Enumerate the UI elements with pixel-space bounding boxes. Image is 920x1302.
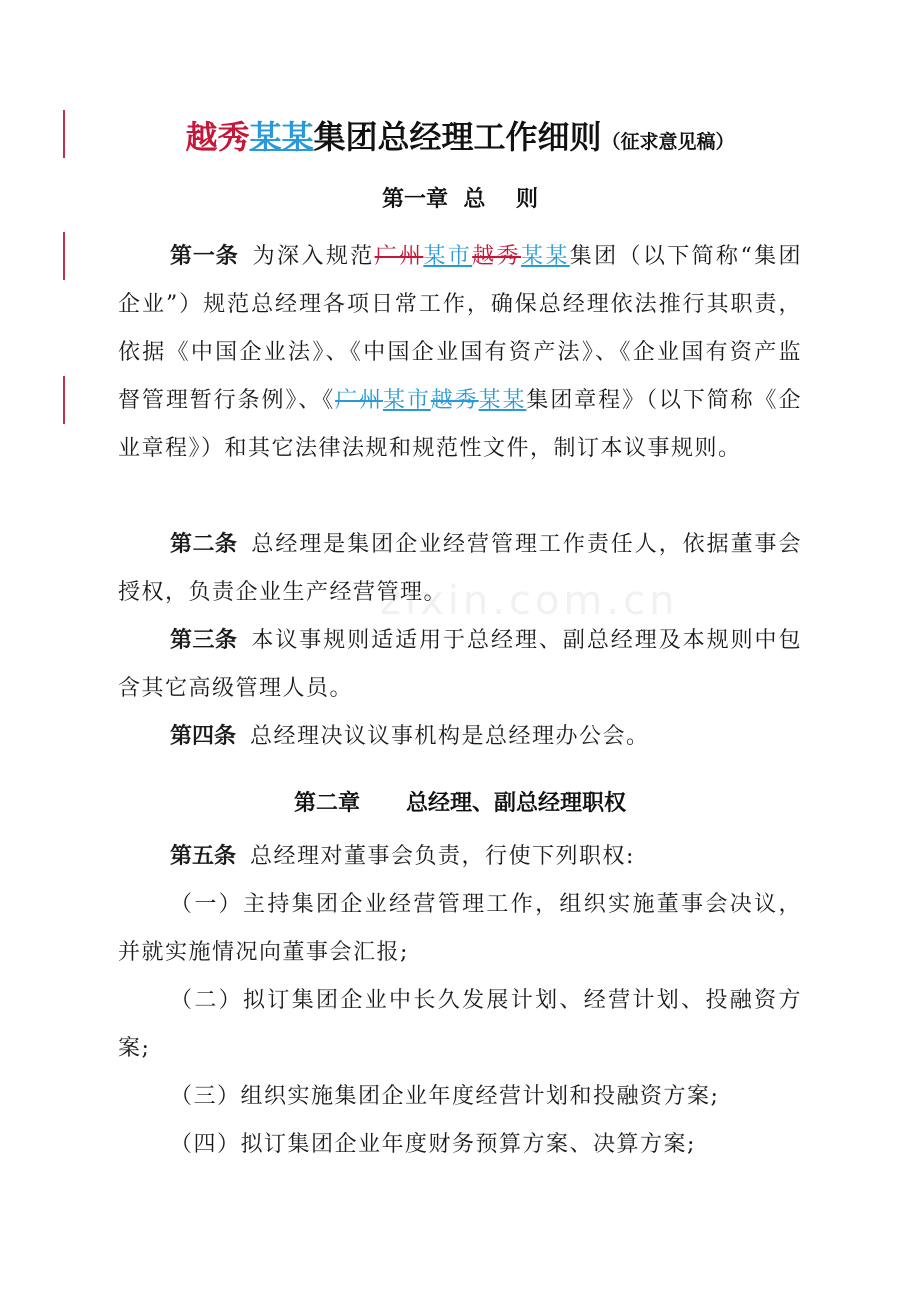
article-label: 第五条 (170, 844, 237, 869)
article-text: 为深入规范 (252, 244, 375, 269)
inserted-text: 某市 (382, 388, 431, 413)
title-main: 集团总经理工作细则 (313, 118, 602, 156)
inserted-text: 某市 (423, 244, 473, 269)
article-text: 本议事规则适适用于总经理、副总经理及本规则中包含其它高级管理人员。 (118, 628, 802, 701)
article-paragraph (118, 233, 802, 473)
article-paragraph (118, 833, 802, 881)
title-blue-part: 某某 (249, 118, 314, 156)
article-text: 总经理决议议事机构是总经理办公会。 (250, 724, 650, 749)
article-text: 集团（以下简称“集团企业”）规范总经理各项日常工作，确保总经理依法推行其职责，依据《中国企业法》、《中国企业国有资产法》、《企业国有资产监督管理暂行条例》、《 (118, 244, 802, 413)
title-red-part: 越秀 (185, 118, 250, 156)
watermark: zixin.com.cn (380, 578, 679, 624)
article-text: 总经理是集团企业经营管理工作责任人，依据董事会授权，负责企业生产经营管理。 (118, 532, 802, 605)
list-item: （三）组织实施集团企业年度经营计划和投融资方案; (170, 1084, 720, 1109)
deleted-text: 广州 (335, 388, 383, 413)
title-suffix: （征求意见稿） (601, 131, 735, 153)
revision-change-bar (63, 232, 65, 280)
list-item: （二）拟订集团企业中长久发展计划、经营计划、投融资方案; (118, 988, 802, 1061)
list-item: （一）主持集团企业经营管理工作，组织实施董事会决议，并就实施情况向董事会汇报; (118, 892, 802, 965)
article-paragraph (118, 713, 802, 761)
document-title (0, 112, 920, 158)
article-label: 第四条 (170, 724, 237, 749)
chapter-heading: 第二章 总经理、副总经理职权 (294, 791, 626, 816)
article-label: 第一条 (170, 244, 239, 269)
inserted-text: 某某 (478, 388, 527, 413)
deleted-text: 广州 (374, 244, 424, 269)
article-text: 总经理对董事会负责，行使下列职权: (250, 844, 635, 869)
deleted-text: 越秀 (472, 244, 521, 269)
article-paragraph (118, 521, 802, 617)
list-item: （四）拟订集团企业年度财务预算方案、决算方案; (170, 1132, 696, 1157)
inserted-text: 某某 (520, 244, 570, 269)
article-label: 第三条 (170, 628, 238, 653)
article-label: 第二条 (170, 532, 238, 557)
article-paragraph (118, 617, 802, 713)
revision-change-bar (63, 376, 65, 424)
chapter-heading: 第一章 总 则 (382, 187, 538, 212)
article-text: 集团章程》（以下简称《企业章程》）和其它法律法规和规范性文件，制订本议事规则。 (118, 388, 802, 461)
deleted-text: 越秀 (430, 388, 479, 413)
